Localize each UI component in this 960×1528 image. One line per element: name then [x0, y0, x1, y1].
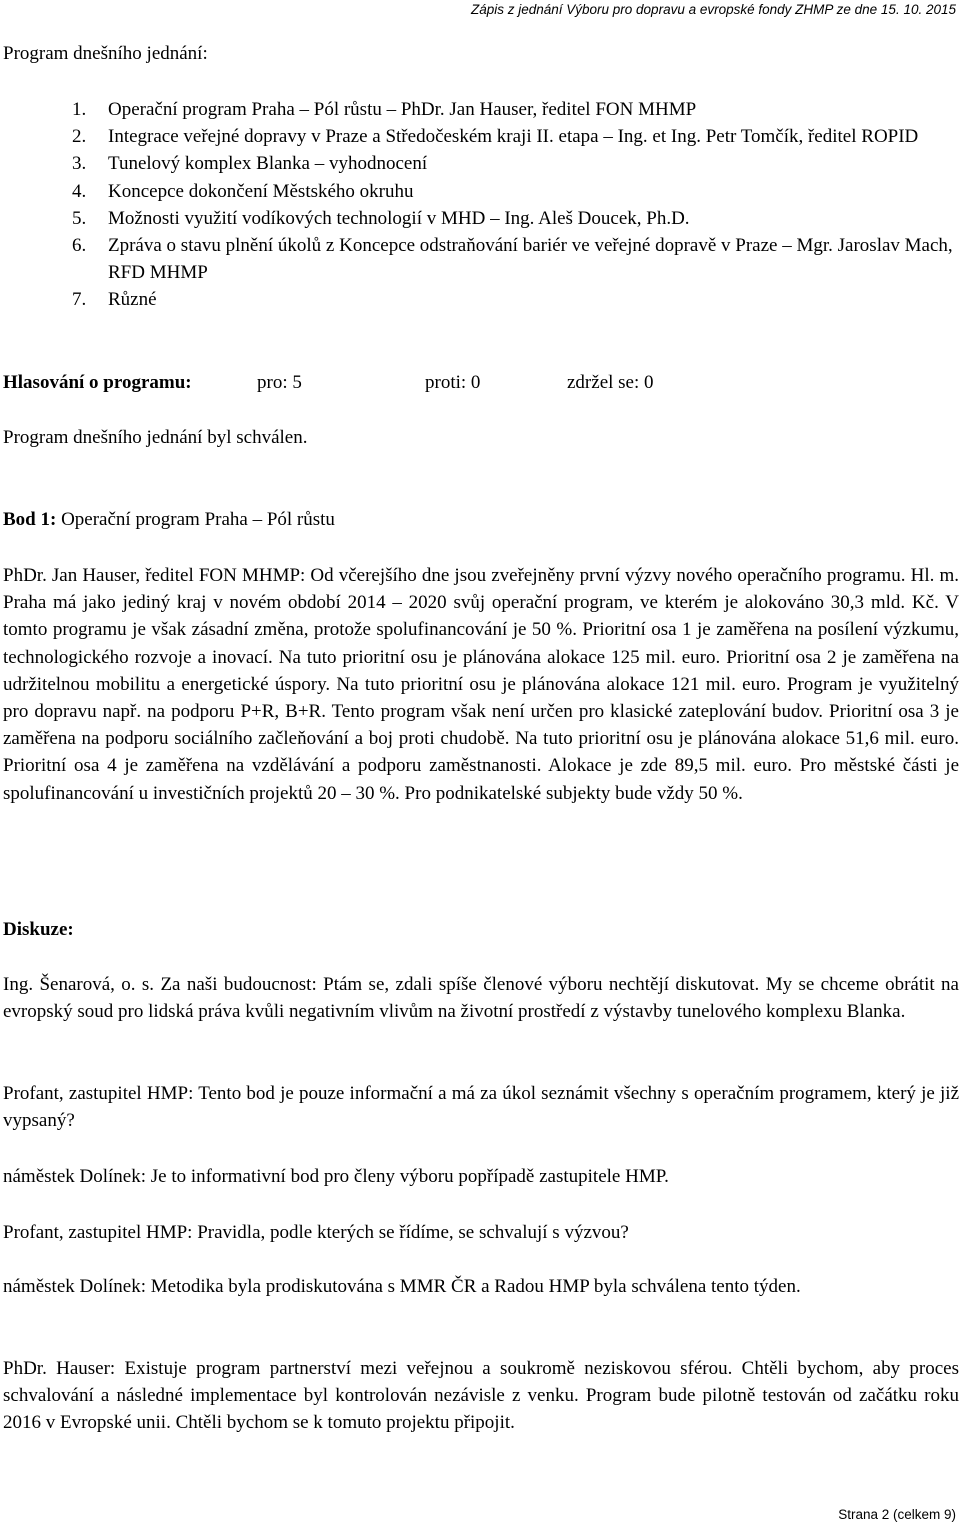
agenda-list: [72, 96, 956, 314]
agenda-item-number: 7.: [72, 289, 87, 311]
agenda-item: [72, 150, 956, 177]
approval-statement: Program dnešního jednání byl schválen.: [3, 427, 308, 448]
section-number: Bod 1:: [3, 509, 57, 530]
agenda-item-text: Možnosti využití vodíkových technologií v MHD – Ing. Aleš Doucek, Ph.D.: [108, 207, 690, 229]
agenda-item: [72, 286, 956, 313]
agenda-item-text: Tunelový komplex Blanka – vyhodnocení: [108, 153, 428, 175]
discussion-entry: PhDr. Hauser: Existuje program partnerství mezi veřejnou a soukromě neziskovou sférou. Chtěli bychom, aby proces schvalování a následné implementace byl kontrolován nezávisle z venku. Program bude pilotně testován od začátku roku 2016 v Evropské unii. Chtěli bychom se k tomuto projektu připojit.: [3, 1358, 959, 1434]
agenda-item: [72, 178, 956, 205]
vote-abstain: zdržel se: 0: [567, 372, 654, 393]
agenda-item-number: 6.: [72, 235, 87, 257]
page-number: Strana 2 (celkem 9): [838, 1507, 956, 1522]
discussion-heading: Diskuze:: [3, 919, 74, 940]
agenda-item-text: Operační program Praha – Pól růstu – PhDr. Jan Hauser, ředitel FON MHMP: [108, 99, 697, 120]
agenda-item: [72, 232, 956, 286]
vote-label: Hlasování o programu:: [3, 372, 192, 393]
agenda-item-number: 2.: [72, 126, 87, 148]
discussion-entry: Profant, zastupitel HMP: Pravidla, podle kterých se řídíme, se schvalují s výzvou?: [3, 1222, 629, 1243]
discussion-entry: Ing. Šenarová, o. s. Za naši budoucnost: Ptám se, zdali spíše členové výboru nechtějí diskutovat. My se chceme obrátit na evropský soud pro lidská práva kvůli negativním vlivům na životní prostředí z výstavby tunelového komplexu Blanka.: [3, 974, 959, 1023]
agenda-item: [72, 205, 956, 232]
discussion-entry: Profant, zastupitel HMP: Tento bod je pouze informační a má za úkol seznámit všechny s operačním programem, který je již vypsaný?: [3, 1083, 959, 1132]
agenda-item-text: Různé: [108, 289, 157, 311]
agenda-item-number: 4.: [72, 180, 87, 202]
agenda-item-text: Integrace veřejné dopravy v Praze a Středočeském kraji II. etapa – Ing. et Ing. Petr Tomčík, ředitel ROPID: [108, 126, 919, 148]
vote-proti: proti: 0: [425, 372, 481, 393]
agenda-item-number: 5.: [72, 207, 87, 229]
discussion-entry: náměstek Dolínek: Metodika byla prodiskutována s MMR ČR a Radou HMP byla schválena tento týden.: [3, 1276, 801, 1297]
agenda-item: [72, 96, 956, 123]
section-title: Operační program Praha – Pól růstu: [56, 509, 335, 530]
discussion-entry: náměstek Dolínek: Je to informativní bod pro členy výboru popřípadě zastupitele HMP.: [3, 1166, 669, 1187]
agenda-item: [72, 123, 956, 150]
document-header: Zápis z jednání Výboru pro dopravu a evropské fondy ZHMP ze dne 15. 10. 2015: [470, 2, 956, 17]
agenda-item-number: 3.: [72, 153, 87, 175]
body-paragraph: PhDr. Jan Hauser, ředitel FON MHMP: Od včerejšího dne jsou zveřejněny první výzvy nového operačního programu. Hl. m. Praha má jako jediný kraj v novém období 2014 – 2020 svůj operační program, ve kterém je alokováno 30,3 mld. Kč. V tomto programu je však zásadní změna, protože spolufinancování je 50 %. Prioritní osa 1 je zaměřena na posílení výzkumu, technologického rozvoje a inovací. Na tuto prioritní osu je plánována alokace 125 mil. euro. Prioritní osa 2 je zaměřena na udržitelnou mobilitu a energetické úspory. Na tuto prioritní osu je plánována alokace 121 mil. euro. Program je využitelný pro dopravu např. na podporu P+R, B+R. Tento program však není určen pro klasické zateplování budov. Prioritní osa 3 je zaměřena na podporu sociálního začleňování a boj proti chudobě. Na tuto prioritní osu je plánována alokace 51,6 mil. euro. Prioritní osa 4 je zaměřena na vzdělávání a podporu zaměstnanosti. Alokace je zde 89,5 mil. euro. Pro městské části je spolufinancování u investičních projektů 20 – 30 %. Pro podnikatelské subjekty bude vždy 50 %.: [3, 565, 959, 804]
program-title: Program dnešního jednání:: [3, 43, 208, 64]
vote-result: [3, 369, 959, 397]
agenda-item-number: 1.: [72, 99, 87, 120]
vote-pro: pro: 5: [257, 372, 302, 393]
agenda-item-text: Koncepce dokončení Městského okruhu: [108, 180, 414, 202]
section-heading: [3, 506, 959, 534]
agenda-item-text: Zpráva o stavu plnění úkolů z Koncepce odstraňování bariér ve veřejné dopravě v Praze – Mgr. Jaroslav Mach, RFD MHMP: [108, 235, 953, 284]
